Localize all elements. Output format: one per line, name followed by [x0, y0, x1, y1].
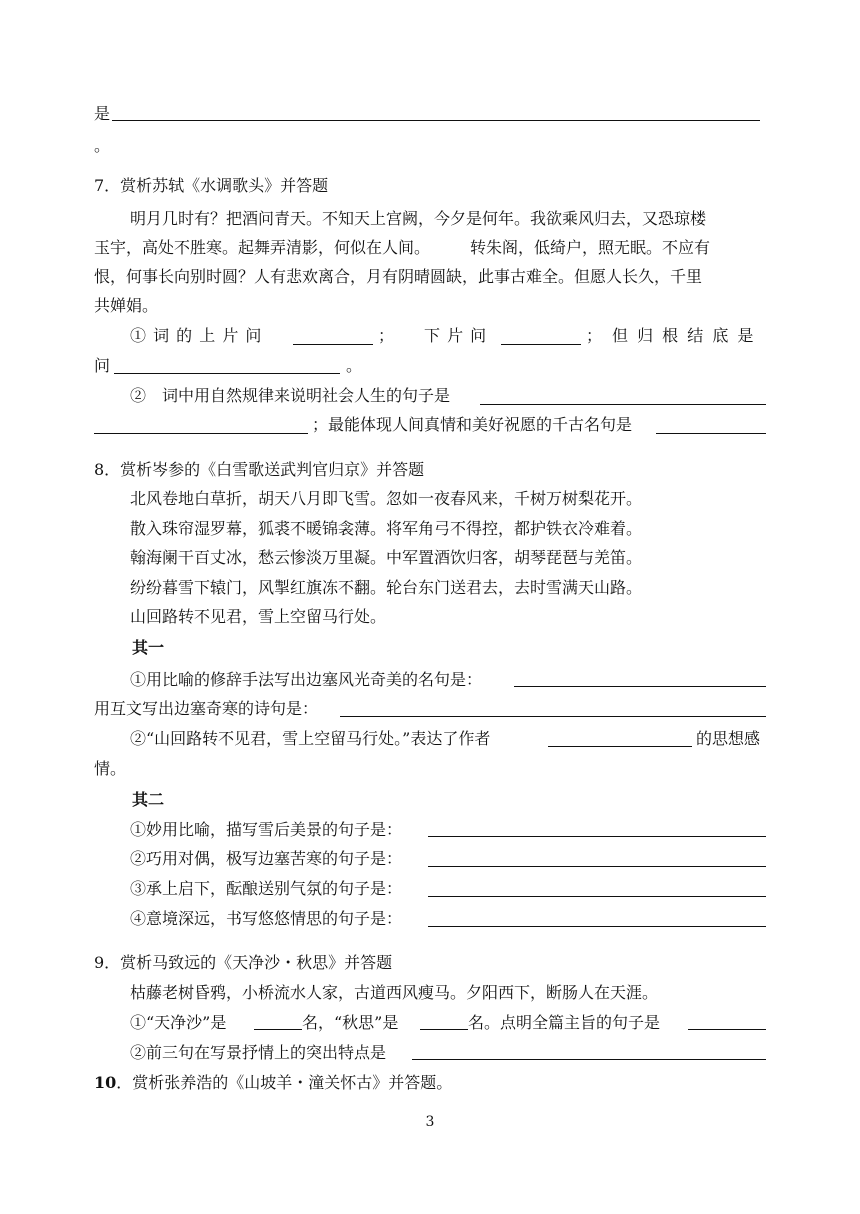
- q7-heading: 7．赏析苏轼《水调歌头》并答题: [94, 176, 329, 195]
- q8-poem-line-4: 纷纷暮雪下辕门，风掣红旗冻不翻。轮台东门送君去，去时雪满天山路。: [130, 578, 643, 597]
- q7-poem-line-1: 明月几时有？把酒问青天。不知天上宫阙，今夕是何年。我欲乘风归去，又恐琼楼: [130, 209, 707, 228]
- q7-q1-semicolon-1: ；: [378, 326, 395, 345]
- q8-p2-item-4: ④意境深远，书写悠悠情思的句子是：: [130, 909, 403, 928]
- q7-q2-blank-2[interactable]: [94, 433, 308, 434]
- q8-p2-item-1-blank[interactable]: [428, 836, 766, 837]
- q7-q1-end: 。: [346, 356, 363, 375]
- q7-q1-label: ① 词 的 上 片 问: [130, 326, 263, 345]
- q7-q2-blank-3[interactable]: [656, 433, 766, 434]
- q7-poem-line-4: 共婵娟。: [94, 296, 159, 315]
- q10-number: 10: [94, 1073, 117, 1092]
- q8-poem-line-2: 散入珠帘湿罗幕，狐裘不暖锦衾薄。将军角弓不得控，都护铁衣冷难着。: [130, 519, 643, 538]
- q8-part1-title: 其一: [132, 638, 165, 657]
- q9-q1-label-1: ①“天净沙”是: [130, 1013, 227, 1032]
- q8-poem-line-1: 北风卷地白草折，胡天八月即飞雪。忽如一夜春风来，千树万树梨花开。: [130, 489, 643, 508]
- q8-p2-item-2: ②巧用对偶，极写边塞苦寒的句子是：: [130, 849, 403, 868]
- q8-p1-q1b-blank[interactable]: [340, 716, 766, 717]
- period-mark: 。: [94, 136, 111, 155]
- q7-poem-line-2: 玉宇，高处不胜寒。起舞弄清影，何似在人间。 转朱阁，低绮户，照无眠。不应有: [94, 238, 711, 257]
- q8-p1-q2-suffix: 的思想感: [696, 729, 761, 748]
- q8-p2-item-2-blank[interactable]: [428, 866, 766, 867]
- q9-q2-label: ②前三句在写景抒情上的突出特点是: [130, 1043, 387, 1062]
- q10-heading-text: ．赏析张养浩的《山坡羊・潼关怀古》并答题。: [116, 1073, 453, 1092]
- q8-p1-q1-label: ①用比喻的修辞手法写出边塞风光奇美的名句是：: [130, 670, 483, 689]
- q9-heading: 9．赏析马致远的《天净沙・秋思》并答题: [94, 953, 393, 972]
- answer-line-continuation: [94, 104, 110, 126]
- q9-q1-label-3: 名。点明全篇主旨的句子是: [468, 1013, 661, 1032]
- answer-blank[interactable]: [112, 120, 760, 121]
- q7-q2-blank-1[interactable]: [480, 404, 766, 405]
- q9-q1-blank-3[interactable]: [688, 1029, 766, 1030]
- q7-q2-label-2: ；最能体现人间真情和美好祝愿的千古名句是: [312, 415, 633, 434]
- q7-q1-label-2: 下 片 问: [424, 326, 488, 345]
- q7-poem-line-3: 恨，何事长向别时圆？人有悲欢离合，月有阴晴圆缺，此事古难全。但愿人长久，千里: [94, 267, 703, 286]
- q9-q1-blank-1[interactable]: [254, 1029, 302, 1030]
- q9-q1-blank-2[interactable]: [420, 1029, 468, 1030]
- q7-q1-blank-2[interactable]: [501, 344, 581, 345]
- q9-poem: 枯藤老树昏鸦，小桥流水人家，古道西风瘦马。夕阳西下，断肠人在天涯。: [130, 983, 659, 1002]
- q7-q1-label-4: 问: [94, 356, 111, 375]
- q8-heading: 8．赏析岑参的《白雪歌送武判官归京》并答题: [94, 460, 425, 479]
- q8-poem-line-5: 山回路转不见君，雪上空留马行处。: [130, 607, 387, 626]
- q8-p1-q1-blank[interactable]: [514, 686, 766, 687]
- q7-q1-semicolon-2: ；: [586, 326, 603, 345]
- q8-part2-title: 其二: [132, 790, 165, 809]
- q8-p1-q2-blank[interactable]: [548, 746, 692, 747]
- q7-q1-label-3: 但 归 根 结 底 是: [612, 326, 756, 345]
- q9-q2-blank[interactable]: [412, 1059, 766, 1060]
- q7-q1-blank-1[interactable]: [293, 344, 373, 345]
- page-number: 3: [425, 1114, 435, 1130]
- q8-p2-item-4-blank[interactable]: [428, 926, 766, 927]
- q8-poem-line-3: 翰海阑干百丈冰，愁云惨淡万里凝。中军置酒饮归客，胡琴琵琶与羌笛。: [130, 548, 643, 567]
- q10-heading: [94, 1073, 452, 1095]
- q8-p2-item-1: ①妙用比喻，描写雪后美景的句子是：: [130, 820, 403, 839]
- q8-p2-item-3-blank[interactable]: [428, 896, 766, 897]
- q8-p1-q2-end: 情。: [94, 759, 127, 778]
- q7-q2-label: ② 词中用自然规律来说明社会人生的句子是: [130, 386, 451, 405]
- q8-p1-q2-label: ②“山回路转不见君，雪上空留马行处。”表达了作者: [130, 729, 491, 748]
- q7-q1-blank-3[interactable]: [114, 373, 340, 374]
- q9-q1-label-2: 名，“秋思”是: [302, 1013, 399, 1032]
- q8-p2-item-3: ③承上启下，酝酿送别气氛的句子是：: [130, 879, 403, 898]
- q8-p1-q1b-label: 用互文写出边塞奇寒的诗句是：: [94, 699, 319, 718]
- shi-char: 是: [94, 104, 111, 123]
